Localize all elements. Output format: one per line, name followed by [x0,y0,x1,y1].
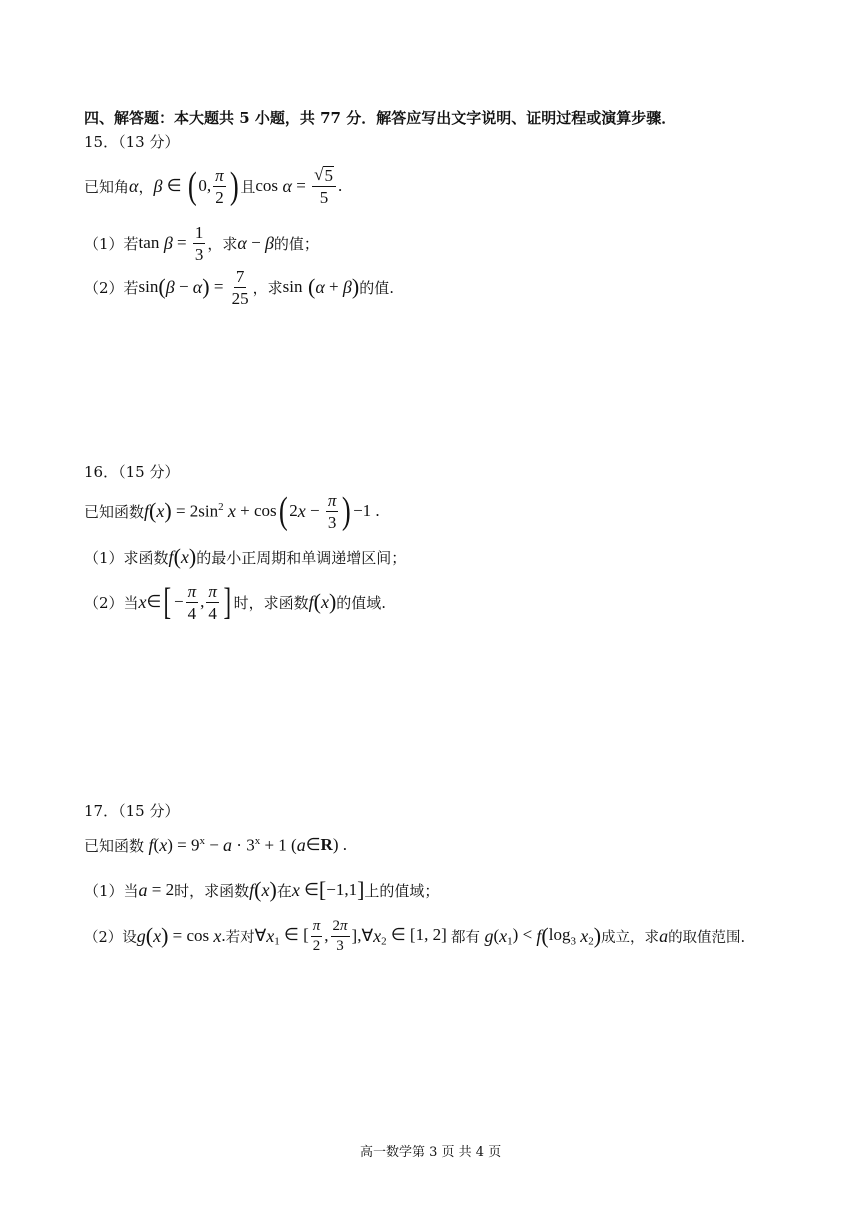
q15-part1: （1）若 tan β = $\frac{1}{3}$ ，求 α − β 的值； [84,222,319,264]
q15-given: 已知角 α ， β ∈ ( 0, $\frac{\pi}{2}$ ) 且 cos α = √ 5 5 . [84,165,343,207]
q17-p2-mid: 若对 [225,929,255,946]
q16-p2-mid: 时，求函数 [233,593,309,612]
q16-p2-label: （2）当 [84,593,139,612]
q15-and: 且 [240,177,256,196]
q16-given-prefix: 已知函数 [84,502,145,521]
page-footer: 高一数学第 3 页 共 4 页 [360,1145,502,1160]
q17-p1-mid2: 在 [276,881,292,900]
q17-header: 17．（15 分） [84,802,180,820]
q17-p1-end: 上的值域； [364,881,440,900]
q15-p1-label: （1）若 [84,234,139,253]
q16-p1-label: （1）求函数 [84,548,169,567]
q15-p1-end: 的值； [273,234,319,253]
q15-header: 15．（13 分） [84,133,180,151]
q17-p1-label: （1）当 [84,881,139,900]
q17-p2-label: （2）设 [84,929,137,946]
section-title: 四、解答题：本大题共 5 小题，共 77 分．解答应写出文字说明、证明过程或演算步骤． [84,109,677,127]
q16-header: 16．（15 分） [84,463,180,481]
q15-part2: （2）若 sin ( β − α ) = $\frac{7}{25}$ ，求 sin ( α + β ) 的值. [84,266,394,308]
q17-p2-mid2: 都有 [450,929,480,946]
q17-given: 已知函数 f ( x ) = $9^x$ − a · $3^x + 1$ ( a ∈R) . [84,834,347,855]
q15-p2-end: 的值. [359,278,394,297]
q15-p2-after: ，求 [252,278,283,297]
q16-p2-end: 的值域. [336,593,387,612]
q16-given: 已知函数 f ( x ) = $2\sin^2$ x + cos ( 2 x − $\frac{\pi}{3}$ ) −1 . [84,490,380,532]
q15-p2-label: （2）若 [84,278,139,297]
q17-part1: （1）当 a = 2 时，求函数 f ( x ) 在 x ∈ [ −1,1 ] 上的值域； [84,877,440,902]
q17-part2: （2）设 g ( x ) = cos x . 若对 ∀ x $_1$ ∈ [ $\frac{\pi}{2}$ , $\frac{2\pi}{3}$ ],∀ x $_2$ ∈ [1, 2] 都有 g ( x $_1$) < f ( $\log_3$ x $_2$ ) 成立，求 a 的取值范围. [84,917,746,954]
q16-part1: （1）求函数 f ( x ) 的最小正周期和单调递增区间； [84,544,407,569]
q16-part2: （2）当 x ∈ [ − $\frac{\pi}{4}$ , $\frac{\pi}{4}$ ] 时，求函数 f ( x ) 的值域. [84,581,387,623]
q17-given-prefix: 已知函数 [84,836,145,855]
q17-p2-mid3: 成立，求 [601,929,660,946]
q17-p2-end: 的取值范围. [668,929,746,946]
q17-p1-mid: 时，求函数 [174,881,250,900]
q15-p1-after: ，求 [207,234,238,253]
q15-given-prefix: 已知角 [84,177,130,196]
q16-p1-end: 的最小正周期和单调递增区间； [196,548,407,567]
